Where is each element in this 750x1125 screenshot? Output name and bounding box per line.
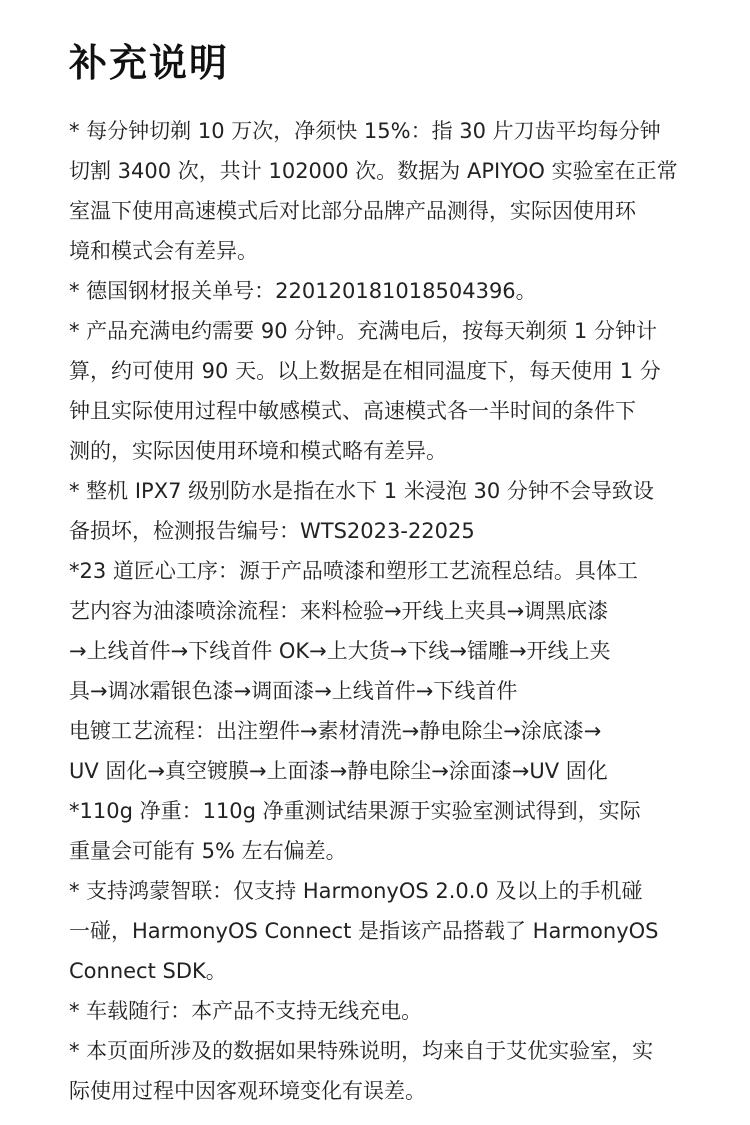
note-line: * 支持鸿蒙智联：仅支持 HarmonyOS 2.0.0 及以上的手机碰 xyxy=(69,879,643,903)
note-line: * 产品充满电约需要 90 分钟。充满电后，按每天剃须 1 分钟计 xyxy=(69,319,657,343)
note-line: * 整机 IPX7 级别防水是指在水下 1 米浸泡 30 分钟不会导致设 xyxy=(69,479,654,503)
note-line: 室温下使用高速模式后对比部分品牌产品测得，实际因使用环 xyxy=(69,199,636,223)
note-line: 具→调冰霜银色漆→调面漆→上线首件→下线首件 xyxy=(69,679,518,703)
note-line: 算，约可使用 90 天。以上数据是在相同温度下，每天使用 1 分 xyxy=(69,359,661,383)
note-line: *110g 净重：110g 净重测试结果源于实验室测试得到，实际 xyxy=(69,799,641,823)
note-line: * 本页面所涉及的数据如果特殊说明，均来自于艾优实验室，实 xyxy=(69,1039,654,1063)
note-line: 际使用过程中因客观环境变化有误差。 xyxy=(69,1079,426,1103)
note-line: Connect SDK。 xyxy=(69,959,227,983)
note-line: 电镀工艺流程：出注塑件→素材清洗→静电除尘→涂底漆→ xyxy=(69,719,602,743)
note-line: 钟且实际使用过程中敏感模式、高速模式各一半时间的条件下 xyxy=(69,399,636,423)
note-line: →上线首件→下线首件 OK→上大货→下线→镭雕→开线上夹 xyxy=(69,639,611,663)
note-line: 测的，实际因使用环境和模式略有差异。 xyxy=(69,439,447,463)
notes-list xyxy=(69,111,681,1111)
page-title: 补充说明 xyxy=(69,41,230,85)
note-line: UV 固化→真空镀膜→上面漆→静电除尘→涂面漆→UV 固化 xyxy=(69,759,608,783)
note-line: * 德国钢材报关单号：220120181018504396。 xyxy=(69,279,537,303)
note-line: 一碰，HarmonyOS Connect 是指该产品搭载了 HarmonyOS xyxy=(69,919,659,943)
note-line: 艺内容为油漆喷涂流程：来料检验→开线上夹具→调黑底漆 xyxy=(69,599,609,623)
note-line: 重量会可能有 5% 左右偏差。 xyxy=(69,839,347,863)
note-line: *23 道匠心工序：源于产品喷漆和塑形工艺流程总结。具体工 xyxy=(69,559,638,583)
note-line: 备损坏，检测报告编号：WTS2023-22025 xyxy=(69,519,475,543)
note-line: * 车载随行：本产品不支持无线充电。 xyxy=(69,999,423,1023)
note-line: 切割 3400 次，共计 102000 次。数据为 APIYOO 实验室在正常 xyxy=(69,159,678,183)
note-line: * 每分钟切剃 10 万次，净须快 15%：指 30 片刀齿平均每分钟 xyxy=(69,119,661,143)
note-line: 境和模式会有差异。 xyxy=(69,239,258,263)
